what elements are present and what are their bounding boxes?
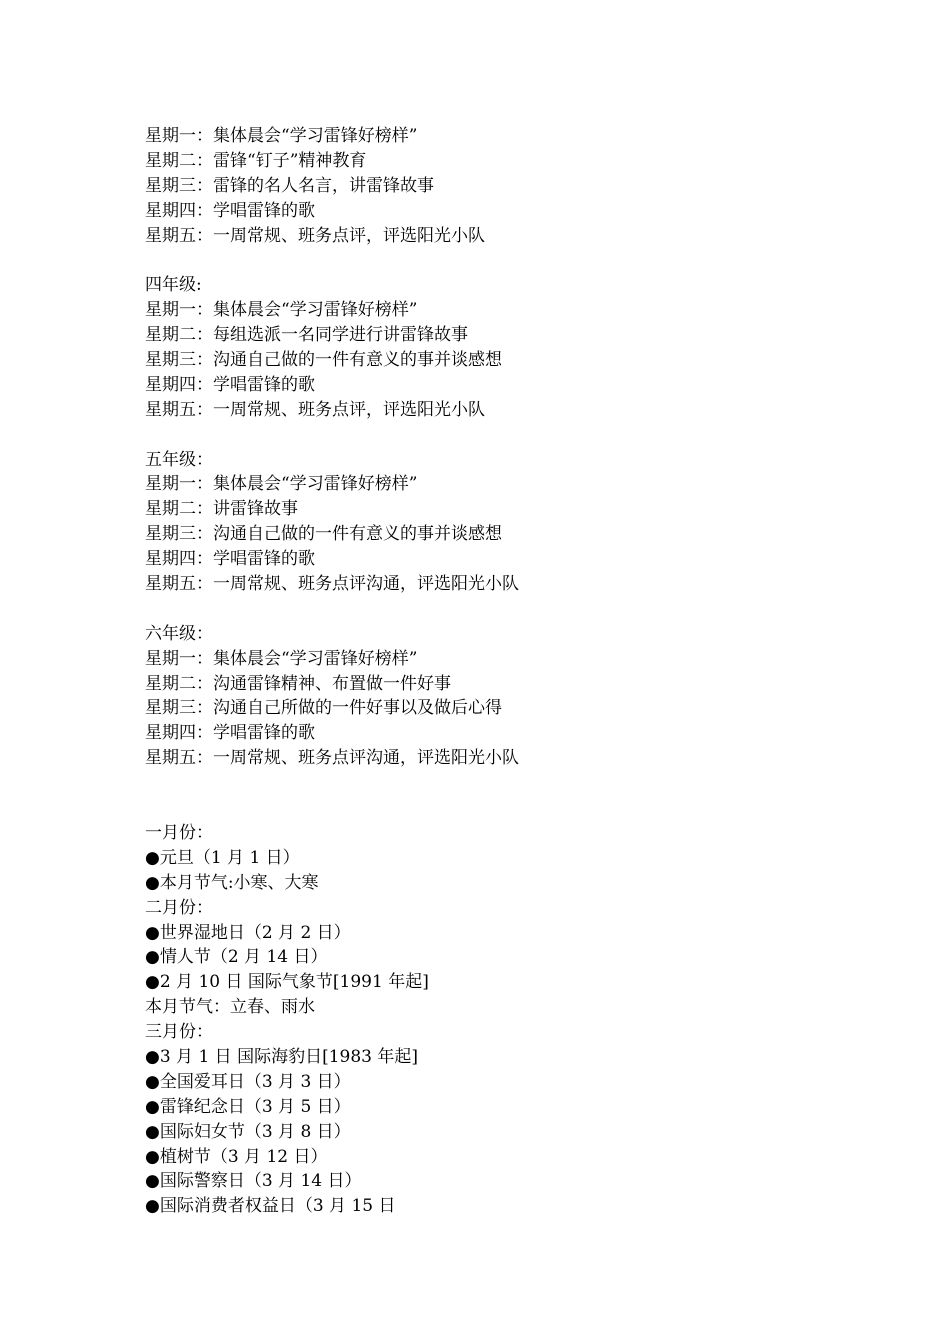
month-heading: 一月份：	[145, 822, 213, 843]
schedule-line-thu: 星期四：学唱雷锋的歌	[145, 200, 315, 221]
holiday-item: ●元旦（1 月 1 日）	[145, 847, 300, 868]
schedule-line-mon: 星期一：集体晨会“学习雷锋好榜样”	[145, 126, 418, 146]
grade6-heading: 六年级：	[145, 623, 213, 644]
spacer	[145, 248, 845, 273]
schedule-line-wed: 星期三：沟通自己做的一件有意义的事并谈感想	[145, 524, 502, 545]
schedule-line-wed: 星期三：沟通自己所做的一件好事以及做后心得	[145, 698, 502, 719]
january-section	[145, 821, 845, 896]
holiday-item: ●3 月 1 日 国际海豹日[1983 年起]	[145, 1046, 419, 1067]
schedule-line-tue: 星期二：沟通雷锋精神、布置做一件好事	[145, 673, 451, 694]
grade5-heading: 五年级：	[145, 449, 213, 470]
holiday-item: ●国际妇女节（3 月 8 日）	[145, 1121, 351, 1142]
schedule-line-thu: 星期四：学唱雷锋的歌	[145, 723, 315, 744]
holiday-item: ●世界湿地日（2 月 2 日）	[145, 922, 351, 943]
schedule-line-fri: 星期五：一周常规、班务点评，评选阳光小队	[145, 399, 485, 420]
grade3-schedule	[145, 124, 845, 248]
schedule-line-tue: 星期二：讲雷锋故事	[145, 499, 298, 520]
holiday-item: ●植树节（3 月 12 日）	[145, 1146, 328, 1167]
holiday-item: ●雷锋纪念日（3 月 5 日）	[145, 1096, 351, 1117]
schedule-line-fri: 星期五：一周常规、班务点评沟通，评选阳光小队	[145, 574, 519, 595]
march-section	[145, 1020, 845, 1219]
schedule-line-fri: 星期五：一周常规、班务点评沟通，评选阳光小队	[145, 748, 519, 769]
spacer	[145, 771, 845, 821]
grade6-section	[145, 622, 845, 771]
schedule-line-tue: 星期二：每组选派一名同学进行讲雷锋故事	[145, 325, 468, 346]
schedule-line-mon: 星期一：集体晨会“学习雷锋好榜样”	[145, 648, 418, 669]
month-heading: 二月份：	[145, 897, 213, 918]
holiday-item: ●本月节气:小寒、大寒	[145, 872, 319, 893]
schedule-line-wed: 星期三：雷锋的名人名言，讲雷锋故事	[145, 175, 434, 196]
spacer	[145, 597, 845, 622]
spacer	[145, 423, 845, 448]
grade4-heading: 四年级:	[145, 275, 202, 296]
holiday-item: ●全国爱耳日（3 月 3 日）	[145, 1071, 351, 1092]
holiday-item: ●国际警察日（3 月 14 日）	[145, 1171, 362, 1192]
holiday-item: ●2 月 10 日 国际气象节[1991 年起]	[145, 972, 429, 993]
schedule-line-mon: 星期一：集体晨会“学习雷锋好榜样”	[145, 300, 418, 321]
schedule-line-thu: 星期四：学唱雷锋的歌	[145, 549, 315, 570]
schedule-line-mon: 星期一：集体晨会“学习雷锋好榜样”	[145, 474, 418, 495]
grade5-section	[145, 448, 845, 597]
holiday-item: ●情人节（2 月 14 日）	[145, 947, 328, 968]
schedule-line-wed: 星期三：沟通自己做的一件有意义的事并谈感想	[145, 350, 502, 371]
february-section	[145, 896, 845, 1020]
document-body	[145, 124, 845, 1219]
month-heading: 三月份：	[145, 1022, 213, 1043]
holiday-item: ●国际消费者权益日（3 月 15 日	[145, 1196, 396, 1217]
schedule-line-tue: 星期二：雷锋“钉子”精神教育	[145, 150, 367, 171]
grade4-section	[145, 273, 845, 422]
schedule-line-thu: 星期四：学唱雷锋的歌	[145, 374, 315, 395]
solar-terms-line: 本月节气：立春、雨水	[145, 997, 315, 1018]
schedule-line-fri: 星期五：一周常规、班务点评，评选阳光小队	[145, 225, 485, 246]
